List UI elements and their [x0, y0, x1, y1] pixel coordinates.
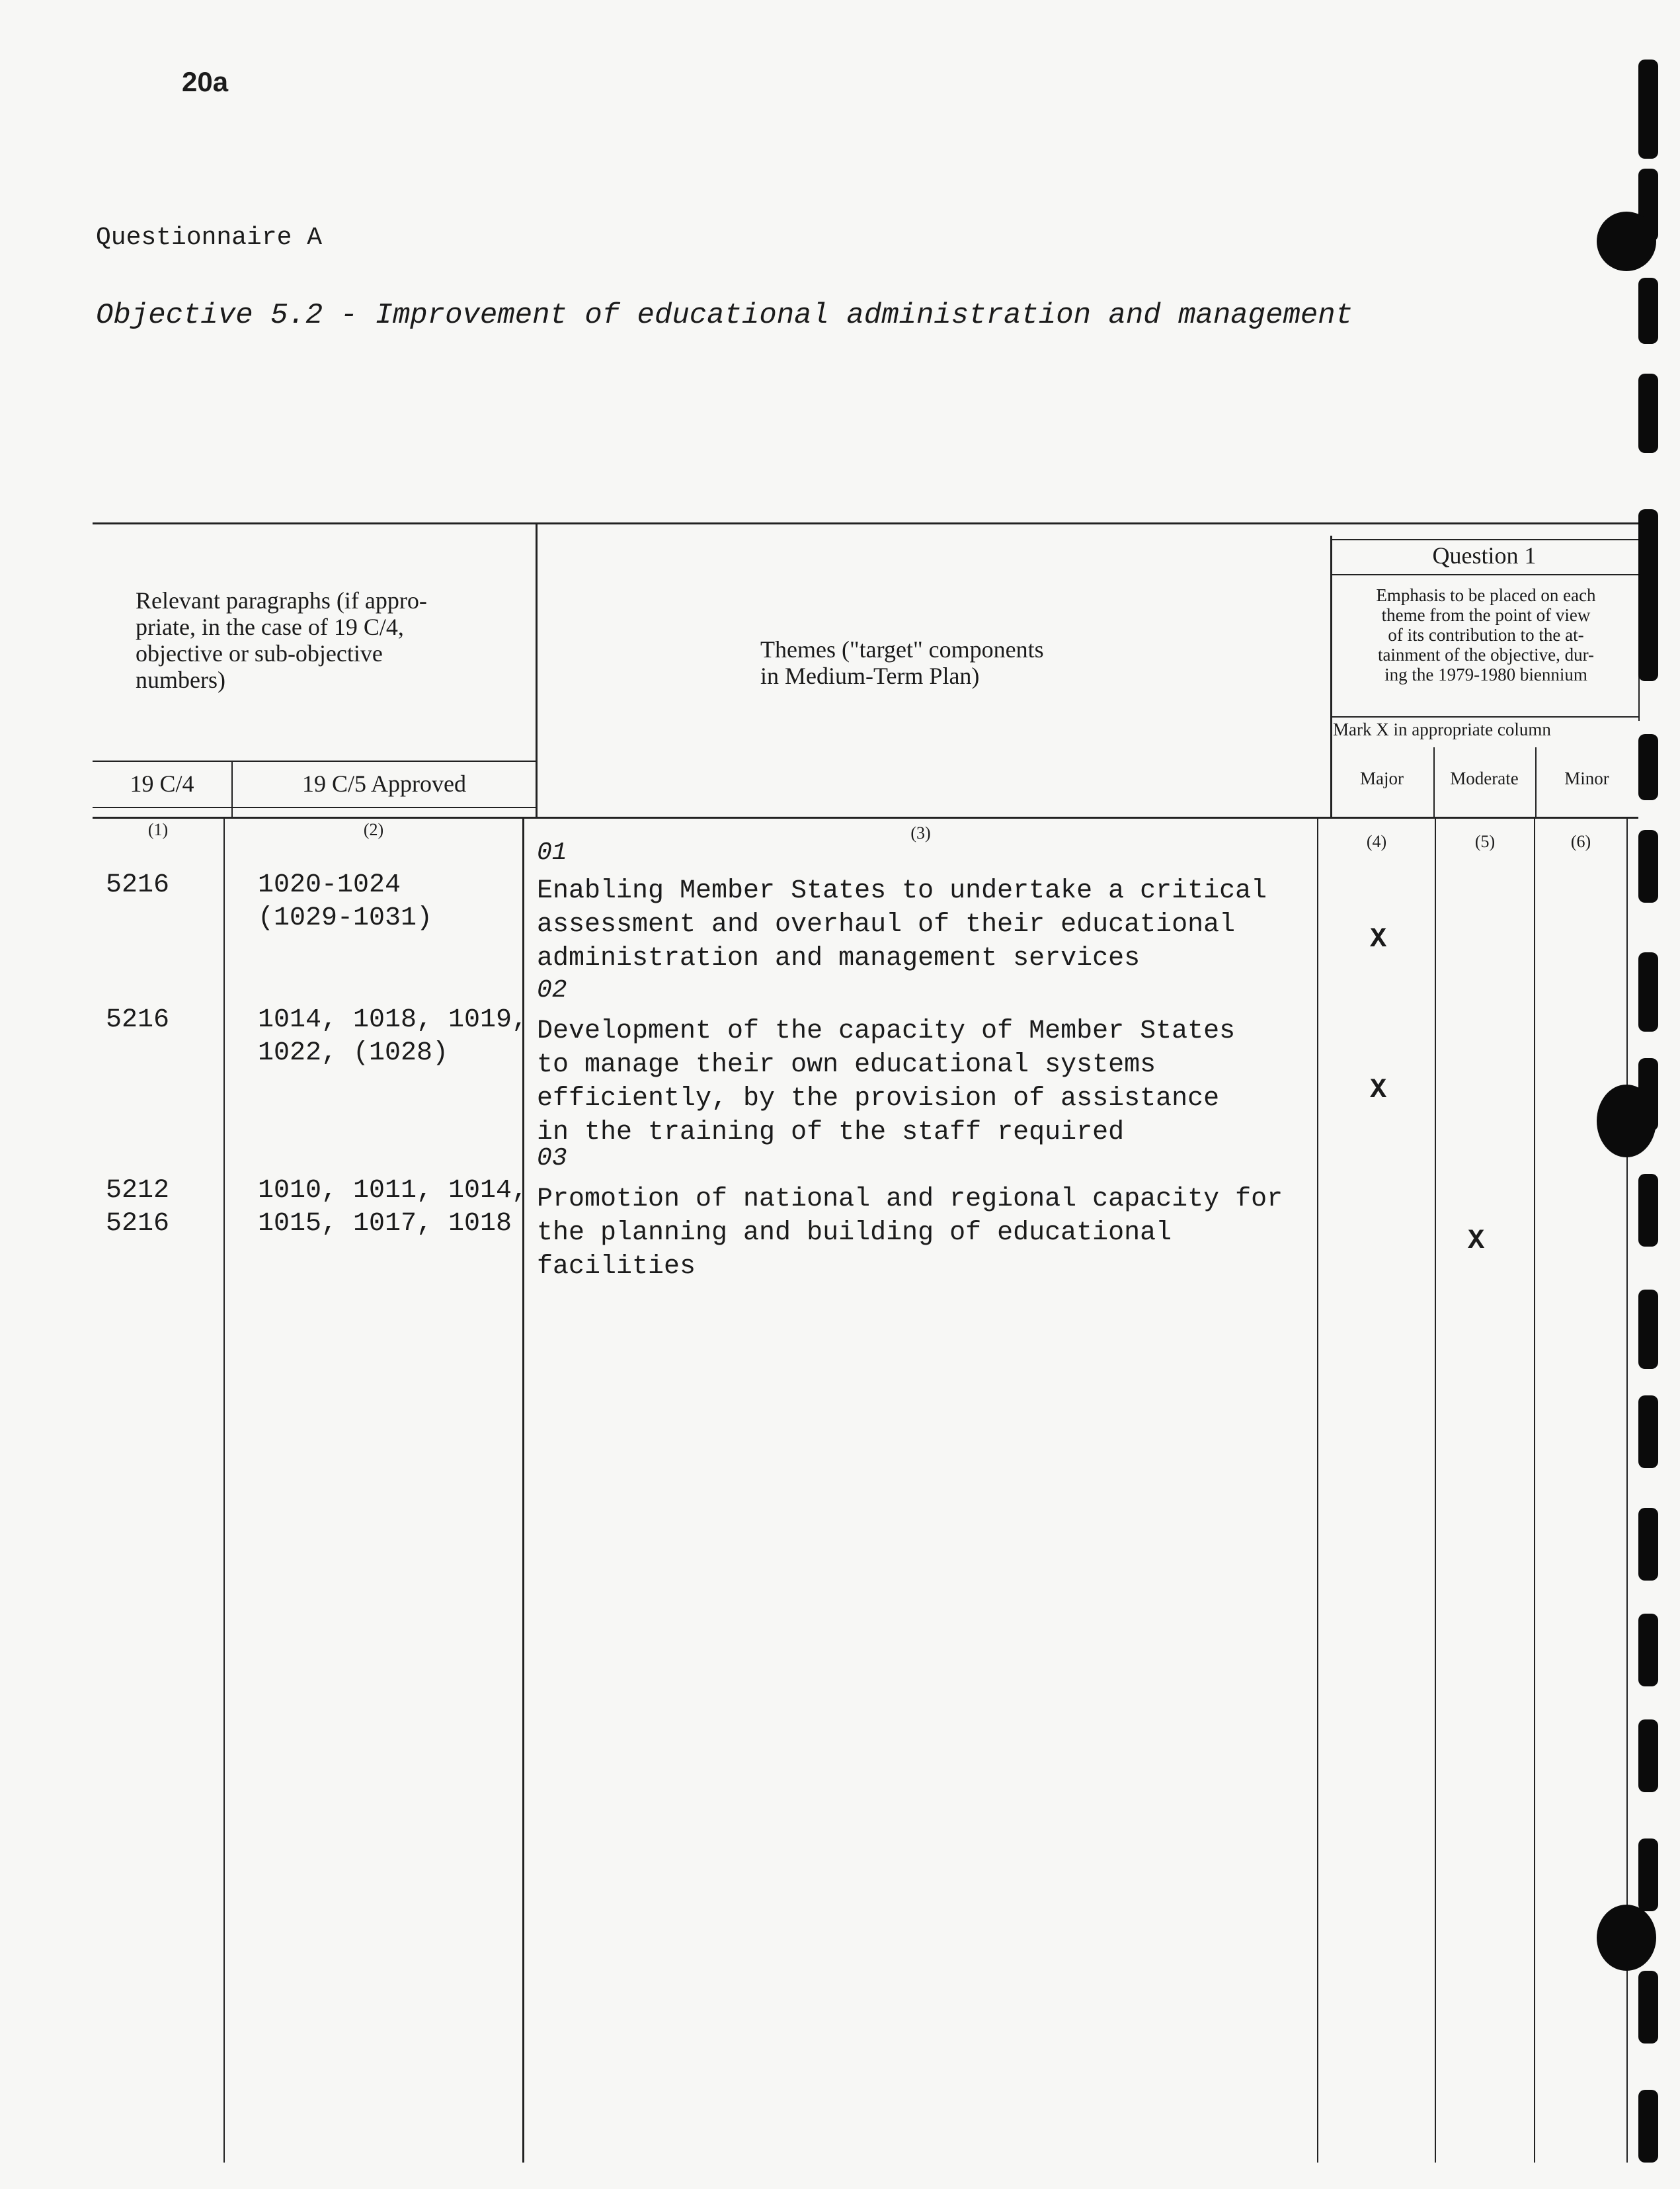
theme-text: Promotion of national and regional capacity for the planning and building of educational facilities: [537, 1184, 1283, 1282]
theme-number: 02: [537, 976, 567, 1005]
mark-instruction: Mark X in appropriate column: [1333, 720, 1551, 739]
theme-number: 03: [537, 1144, 567, 1173]
emphasis-text: Emphasis to be placed on each theme from the point of view of its contribution to the at- tainment of the objective, dur- ing the 1979-1980 biennium: [1376, 585, 1596, 684]
row-19c4: 5212 5216: [106, 1176, 170, 1239]
col-number-2: (2): [363, 820, 384, 839]
page-number: 20a: [182, 66, 229, 97]
row-19c4: 5216: [106, 870, 170, 900]
col-number-1: (1): [147, 820, 169, 839]
col-number-6: (6): [1570, 832, 1591, 851]
objective-title: Objective 5.2 - Improvement of educational administration and management: [96, 299, 1353, 332]
theme-text: Enabling Member States to undertake a critical assessment and overhaul of their educational administration and management services: [537, 876, 1267, 973]
col-19c5-label: 19 C/5 Approved: [302, 770, 466, 797]
col-number-5: (5): [1474, 832, 1496, 851]
major-label: Major: [1360, 768, 1404, 788]
col-number-3: (3): [910, 823, 931, 843]
col-number-4: (4): [1366, 832, 1387, 851]
themes-header: Themes ("target" components in Medium-Term Plan): [760, 636, 1044, 689]
relevant-paragraphs-header: Relevant paragraphs (if appro- priate, in the case of 19 C/4, objective or sub-objective numbers): [136, 587, 427, 693]
minor-label: Minor: [1564, 768, 1609, 788]
row-19c5: 1014, 1018, 1019, 1022, (1028): [258, 1005, 528, 1068]
theme-number: 01: [537, 839, 567, 867]
row-19c5: 1010, 1011, 1014, 1015, 1017, 1018: [258, 1176, 528, 1239]
mark-major: X: [1370, 923, 1387, 955]
row-19c4: 5216: [106, 1005, 170, 1035]
mark-moderate: X: [1468, 1225, 1485, 1257]
mark-major: X: [1370, 1074, 1387, 1106]
row-19c5: 1020-1024 (1029-1031): [258, 870, 433, 933]
moderate-label: Moderate: [1450, 768, 1519, 788]
col-19c4-label: 19 C/4: [130, 770, 194, 797]
questionnaire-title: Questionnaire A: [96, 224, 323, 252]
theme-text: Development of the capacity of Member States to manage their own educational systems efficiently, by the provision of assistance in the training of the staff required: [537, 1016, 1236, 1147]
question-label: Question 1: [1432, 542, 1537, 569]
